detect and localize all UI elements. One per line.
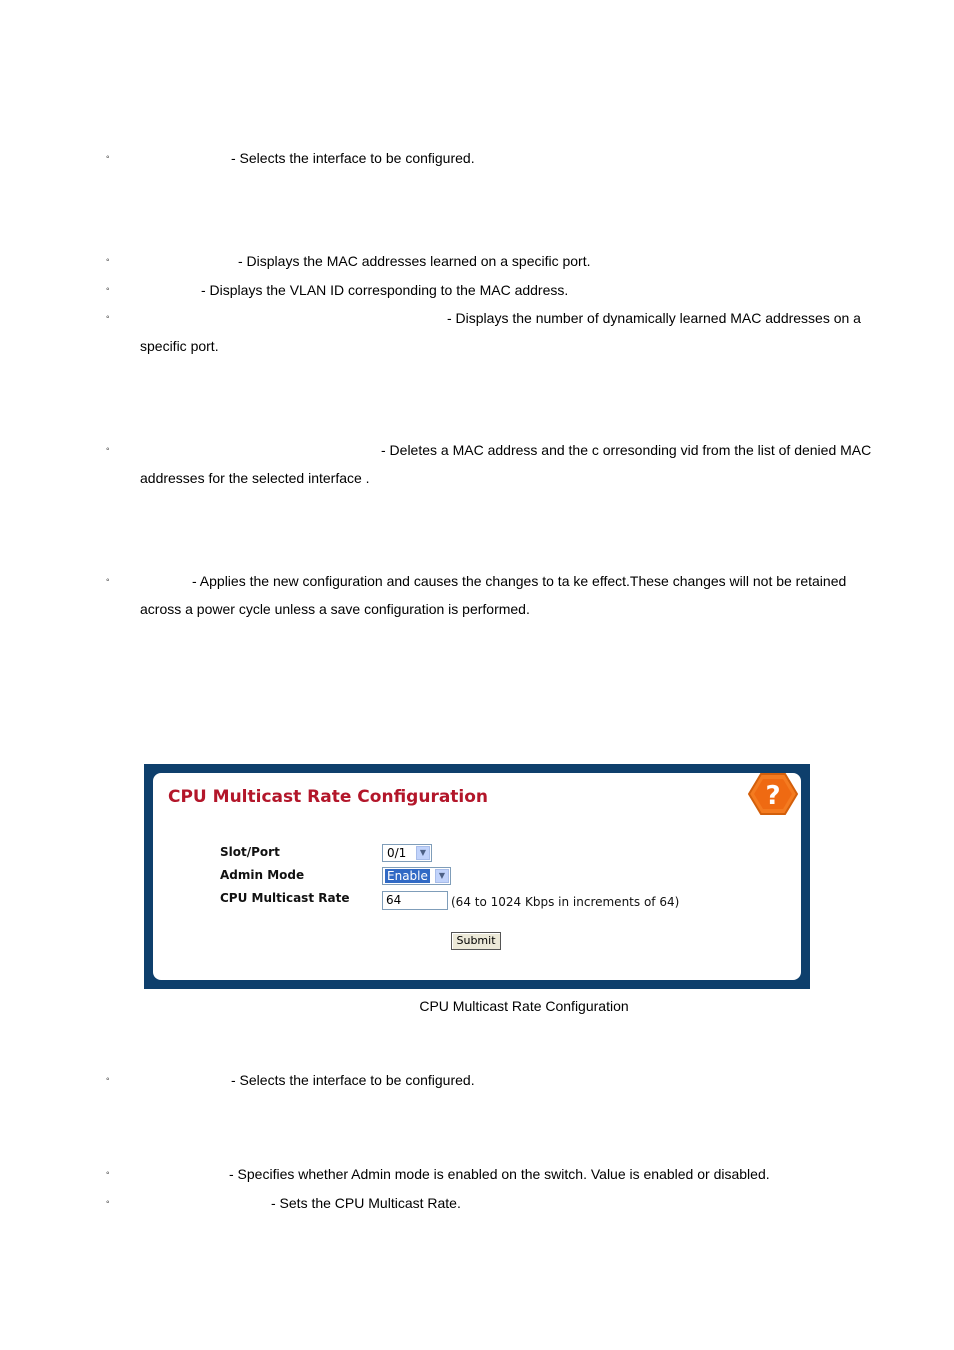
bullet-glyph: ◦ [106,1168,110,1179]
bullet-glyph: ◦ [106,1197,110,1208]
paragraph-mac-address: - Displays the MAC addresses learned on a specific port. [238,253,591,269]
bullet-glyph: ◦ [106,312,110,323]
bullet-glyph: ◦ [106,1074,110,1085]
bullet-glyph: ◦ [106,255,110,266]
slot-port-select[interactable] [382,844,432,862]
figure-caption: CPU Multicast Rate Configuration [419,998,629,1014]
slot-port-label: Slot/Port [220,845,280,859]
submit-button[interactable]: Submit [451,932,501,950]
screenshot-title: CPU Multicast Rate Configuration [168,787,489,807]
paragraph-cpu-rate: - Sets the CPU Multicast Rate. [271,1195,461,1211]
paragraph-delete: - Deletes a MAC address and the c orresonding vid from the list of denied MAC [381,442,872,458]
admin-mode-value: Enable [387,869,428,883]
cpu-multicast-rate-input[interactable]: 64 [382,891,448,910]
question-mark-icon[interactable] [748,772,798,816]
bullet-glyph: ◦ [106,284,110,295]
svg-text:?: ? [765,781,781,811]
paragraph-delete-cont: addresses for the selected interface . [140,470,370,486]
paragraph-slot-port-2: - Selects the interface to be configured. [231,1072,475,1088]
paragraph-submit: - Applies the new configuration and causes the changes to ta ke effect.These changes will not be retained [192,573,847,589]
bullet-glyph: ◦ [106,575,110,586]
paragraph-dynamic-count: - Displays the number of dynamically learned MAC addresses on a [447,310,861,326]
cpu-multicast-rate-label: CPU Multicast Rate [220,891,350,905]
admin-mode-label: Admin Mode [220,868,305,882]
paragraph-submit-cont: across a power cycle unless a save configuration is performed. [140,601,530,617]
chevron-down-icon: ▼ [416,846,430,860]
admin-mode-select[interactable] [382,867,451,885]
paragraph-dynamic-count-cont: specific port. [140,338,219,354]
paragraph-admin-mode: - Specifies whether Admin mode is enabled on the switch. Value is enabled or disabled. [229,1166,770,1182]
bullet-glyph: ◦ [106,444,110,455]
paragraph-slot-port: - Selects the interface to be configured. [231,150,475,166]
slot-port-value: 0/1 [387,846,407,860]
bullet-glyph: ◦ [106,152,110,163]
chevron-down-icon: ▼ [435,869,449,883]
paragraph-vlan-id: - Displays the VLAN ID corresponding to the MAC address. [201,282,569,298]
rate-hint: (64 to 1024 Kbps in increments of 64) [451,895,680,909]
